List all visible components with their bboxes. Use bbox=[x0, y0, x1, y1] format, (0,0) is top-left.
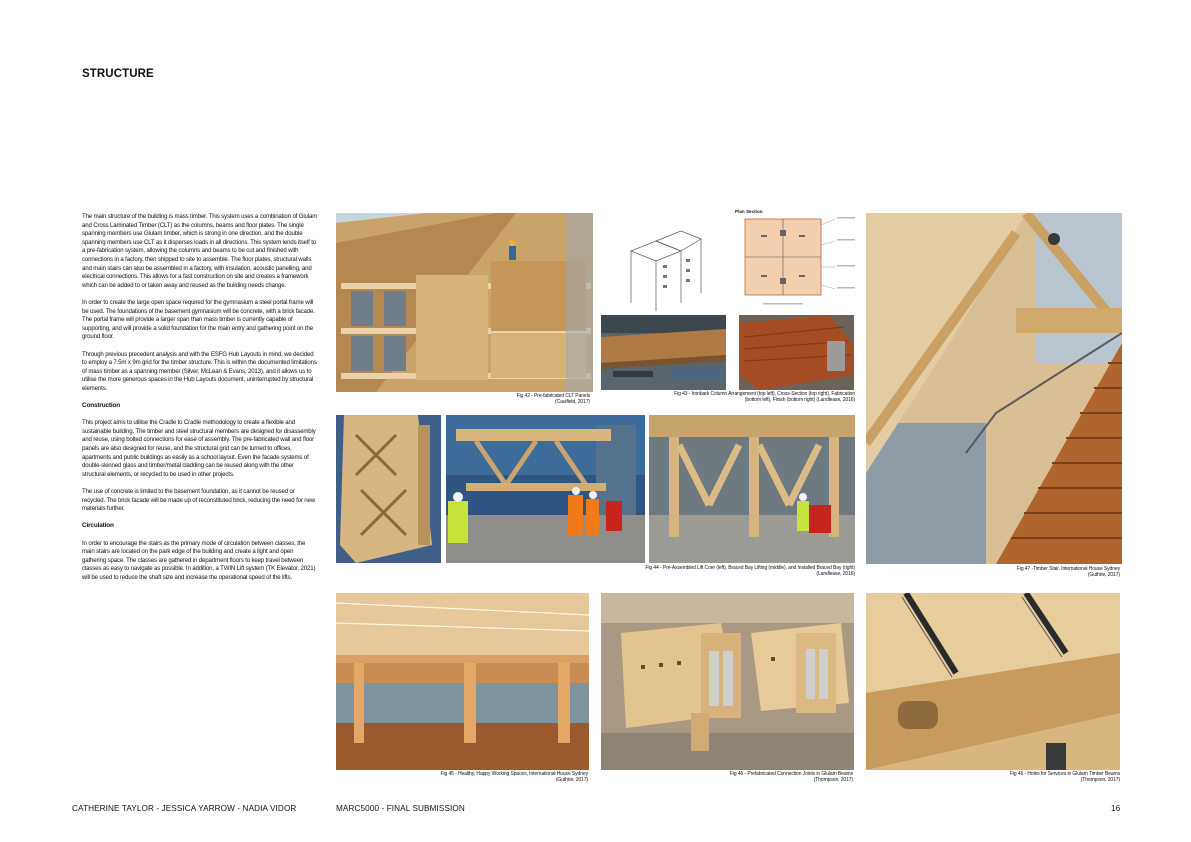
photo-lift-core bbox=[336, 415, 441, 563]
photo-prefab-connection-joints bbox=[601, 593, 854, 770]
photo-column-fabrication bbox=[601, 315, 726, 390]
photo-braced-bay-lifting bbox=[446, 415, 645, 563]
caption-fig43: Fig 43 - Ironbark Column Arrangement (top left), Cross-Section (top right), Fabrication (bottom left), Finish (bottom right) (Landlease, 2016) bbox=[674, 391, 855, 404]
body-text-column bbox=[82, 213, 318, 591]
paragraph-concrete: The use of concrete is limited to the basement foundation, as it cannot be reused or recycled. The brick facade will be made up of reconstituted brick, reducing the need for new materials further. bbox=[82, 488, 316, 513]
photo-working-spaces bbox=[336, 593, 589, 770]
photo-service-holes bbox=[866, 593, 1120, 770]
photo-clt-panels bbox=[336, 213, 593, 392]
paragraph-cradle-to-cradle: This project aims to utilise the Cradle to Cradle methodology to create a flexible and sustainable building. The timber and steel structural members are designed for disassembly and reuse, using bolted connections for ease of assembly. The pre-fabricated wall and floor panels are also designed for reuse, and the structural grid can be turned to offices, apartments and public buildings as easily as a school layout. Even the facade systems of double-skinned glass and timber/metal cladding can be reused along with the other structural elements, or recycled to be used in other projects. bbox=[82, 419, 316, 478]
drawing-plan-section bbox=[733, 205, 861, 313]
paragraph-grid: Through previous precedent analysis and with the ESFG Hub Layouts in mind, we decided to employ a 7.5m x 9m grid for the timber structure. This is within the documented limitations of mass timber as a spanning member (Silver, McLean & Evans, 2013), and it allows us to utilise the more generous spaces in the Hub Layouts document, uninterrupted by structural elements. bbox=[82, 350, 317, 392]
caption-fig47: Fig 47 -Timber Stair, International House Sydney (Guthrie, 2017) bbox=[1016, 566, 1120, 579]
drawing-column-arrangement bbox=[601, 213, 729, 311]
plan-section-label: Plan Section bbox=[735, 209, 763, 214]
caption-fig42: Fig 42 - Pre-fabricated CLT Panels (Caulfield, 2017) bbox=[516, 393, 590, 406]
paragraph-gymnasium: In order to create the large open space required for the gymnasium a steel portal frame will be used. The foundations of the basement gymnasium will be concrete, with a brick facade. The portal frame will provide a larger span than mass timber is currently capable of supporting, and will provide a solid foundation for the main entry and gathering point on the ground floor. bbox=[82, 298, 315, 341]
caption-fig46a: Fig 46 - Prefabricated Connection Joints in Glulam Beams (Thompson, 2017) bbox=[729, 771, 853, 784]
footer-page-number: 16 bbox=[1111, 804, 1121, 813]
caption-fig44: Fig 44 - Pre-Assembled Lift Core (left), Braced Bay Lifting (middle), and Installed Braced Bay (right) (Landlease, 2016) bbox=[645, 565, 855, 578]
paragraph-structure-intro: The main structure of the building is mass timber. This system uses a combination of Glulam and Cross Laminated Timber (CLT) as the columns, beams and floor plates. The single spanning members use Glulam timber, which is strong in one direction, and the double spanning members use CLT as it disperses loads in all directions. This system lends itself to a pre-fabrication system, allowing the columns and beams to be cut and finished with connections in a factory, then shipped to site to assemble. The floor plates, structural walls and main stairs can also be assembled in a factory, with insulation, acoustic panelling, and electrical connections. This allows for a fast construction on site and creates a framework which can be added to or taken away and reused as the building needs change. bbox=[82, 213, 318, 289]
footer-course: MARC5000 - FINAL SUBMISSION bbox=[336, 804, 465, 813]
photo-column-finish bbox=[739, 315, 854, 390]
footer-authors: CATHERINE TAYLOR - JESSICA YARROW - NADIA VIDOR bbox=[72, 804, 297, 813]
caption-fig46b: Fig 46 - Holes for Services in Glulam Timber Beams (Thompson, 2017) bbox=[1009, 771, 1120, 784]
heading-construction: Construction bbox=[82, 402, 120, 410]
paragraph-circulation: In order to encourage the stairs as the primary mode of circulation between classes, the main stairs are located on the park edge of the building and create a light and open gathering space. The classes are gathered in department floors to keep travel between classes as easy to navigate as possible. In addition, a TWIN Lift system (TK Elevator, 2021) will be used to reduce the shaft size and increase the operational speed of the lifts. bbox=[82, 539, 316, 581]
photo-installed-braced-bay bbox=[649, 415, 855, 563]
photo-timber-stair bbox=[866, 213, 1122, 564]
page-title: STRUCTURE bbox=[82, 68, 154, 80]
heading-circulation: Circulation bbox=[82, 522, 114, 530]
caption-fig45: Fig 45 - Healthy, Happy Working Spaces, International House Sydney (Guthrie, 2017) bbox=[440, 771, 588, 784]
